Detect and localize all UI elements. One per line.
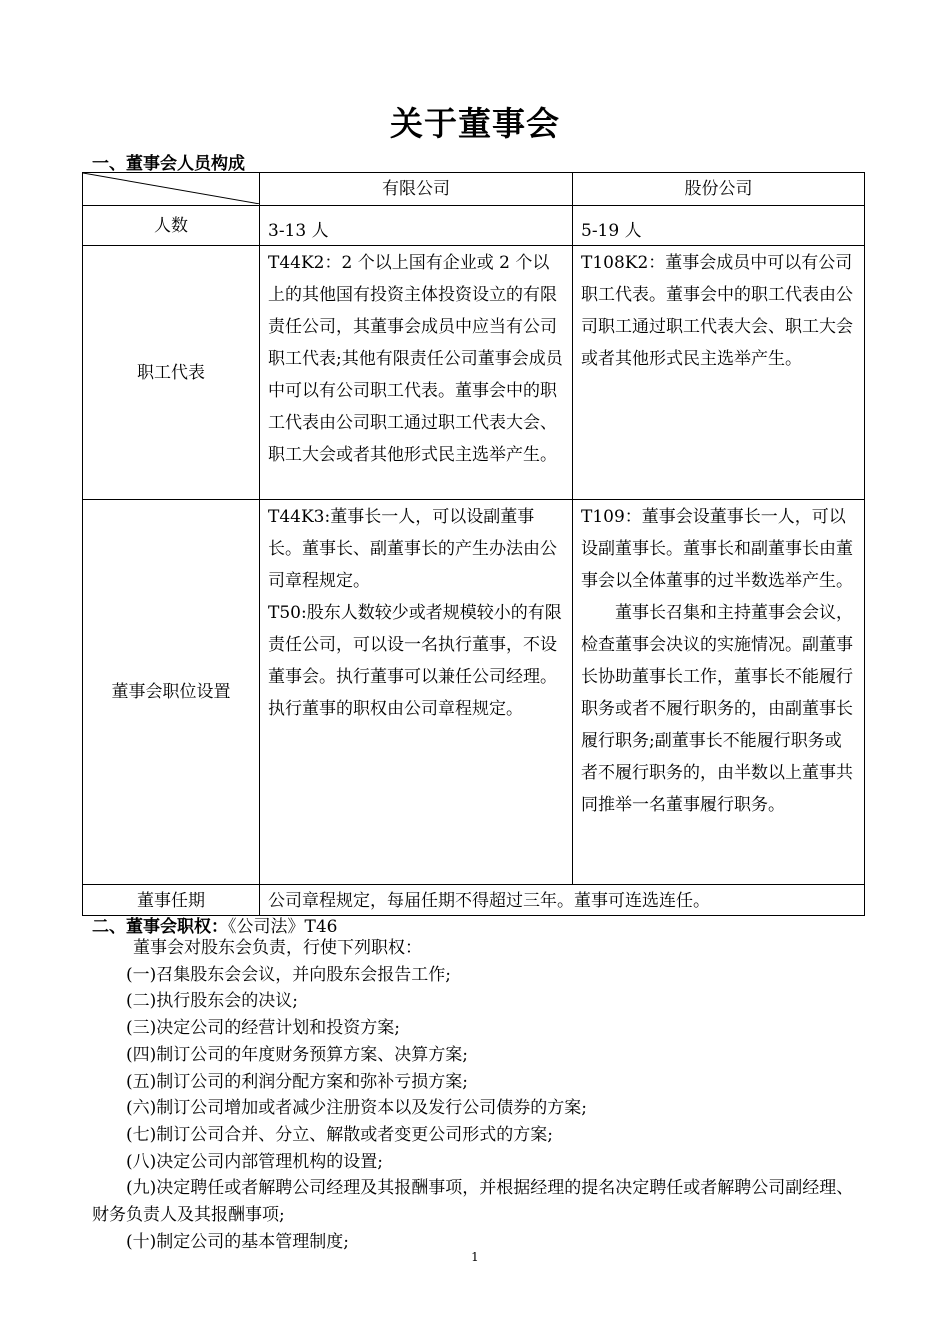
list-item: (九)决定聘任或者解聘公司经理及其报酬事项，并根据经理的提名决定聘任或者解聘公司副经理、财务负责人及其报酬事项; bbox=[92, 1178, 854, 1226]
list-item: (十)制定公司的基本管理制度; bbox=[126, 1231, 349, 1252]
row-label: 人数 bbox=[83, 206, 260, 246]
list-item: (四)制订公司的年度财务预算方案、决算方案; bbox=[126, 1044, 468, 1065]
corp-cell bbox=[573, 500, 865, 885]
corp-paragraph: 董事长召集和主持董事会会议，检查董事会决议的实施情况。副董事长协助董事长工作，董事长不能履行职务或者不履行职务的，由副董事长履行职务;副董事长不能履行职务或者不履行职务的，由半数以上董事共同推举一名董事履行职务。 bbox=[581, 603, 853, 815]
section-2-heading bbox=[92, 912, 337, 937]
ltd-cell-text: T44K2：2 个以上国有企业或 2 个以上的其他国有投资主体投资设立的有限责任公司，其董事会成员中应当有公司职工代表;其他有限责任公司董事会成员中可以有公司职工代表。董事会中的职工代表由公司职工通过职工代表大会、职工大会或者其他形式民主选举产生。 bbox=[268, 253, 563, 465]
table-row bbox=[83, 246, 865, 500]
list-item: (三)决定公司的经营计划和投资方案; bbox=[126, 1018, 400, 1039]
list-item: (七)制订公司合并、分立、解散或者变更公司形式的方案; bbox=[126, 1124, 553, 1145]
board-powers-list bbox=[92, 935, 864, 1255]
row-label: 董事任期 bbox=[83, 885, 260, 916]
powers-lead: 董事会对股东会负责，行使下列职权： bbox=[133, 938, 422, 958]
diagonal-header-cell bbox=[83, 173, 260, 206]
ltd-paragraph: 执行董事的职权由公司章程规定。 bbox=[268, 699, 523, 719]
section-2-heading-ref: 《公司法》T46 bbox=[228, 917, 338, 937]
table-header-row bbox=[83, 173, 865, 206]
corp-cell bbox=[573, 246, 865, 500]
row-label: 董事会职位设置 bbox=[83, 500, 260, 885]
section-2-heading-text: 二、董事会职权： bbox=[92, 917, 228, 937]
row-label: 职工代表 bbox=[83, 246, 260, 500]
corp-cell-text: T108K2：董事会成员中可以有公司职工代表。董事会中的职工代表由公司职工通过职工代表大会、职工大会或者其他形式民主选举产生。 bbox=[581, 253, 853, 369]
ltd-cell: 3-13 人 bbox=[260, 206, 573, 246]
list-item: (二)执行股东会的决议; bbox=[126, 991, 298, 1012]
ltd-cell bbox=[260, 246, 573, 500]
diagonal-line bbox=[83, 173, 260, 204]
list-item: (五)制订公司的利润分配方案和弥补亏损方案; bbox=[126, 1071, 468, 1092]
list-item: (八)决定公司内部管理机构的设置; bbox=[126, 1151, 383, 1172]
page-title: 关于董事会 bbox=[390, 104, 560, 143]
table-row bbox=[83, 206, 865, 246]
corp-cell: 5-19 人 bbox=[573, 206, 865, 246]
merged-cell: 公司章程规定，每届任期不得超过三年。董事可连选连任。 bbox=[260, 885, 865, 916]
ltd-cell bbox=[260, 500, 573, 885]
page-number: 1 bbox=[471, 1250, 479, 1264]
table-row bbox=[83, 885, 865, 916]
board-composition-table bbox=[82, 172, 865, 916]
section-1-heading: 一、董事会人员构成 bbox=[92, 154, 245, 174]
ltd-paragraph: T44K3:董事长一人，可以设副董事长。董事长、副董事长的产生办法由公司章程规定。 bbox=[268, 507, 557, 591]
ltd-paragraph: T50:股东人数较少或者规模较小的有限责任公司，可以设一名执行董事，不设董事会。执行董事可以兼任公司经理。 bbox=[268, 603, 562, 687]
column-header-ltd: 有限公司 bbox=[260, 173, 573, 206]
column-header-corp: 股份公司 bbox=[573, 173, 865, 206]
corp-paragraph: T109：董事会设董事长一人，可以设副董事长。董事长和副董事长由董事会以全体董事的过半数选举产生。 bbox=[581, 507, 853, 591]
list-item: (一)召集股东会会议，并向股东会报告工作; bbox=[126, 964, 451, 985]
list-item: (六)制订公司增加或者减少注册资本以及发行公司债券的方案; bbox=[126, 1098, 587, 1119]
table-row bbox=[83, 500, 865, 885]
